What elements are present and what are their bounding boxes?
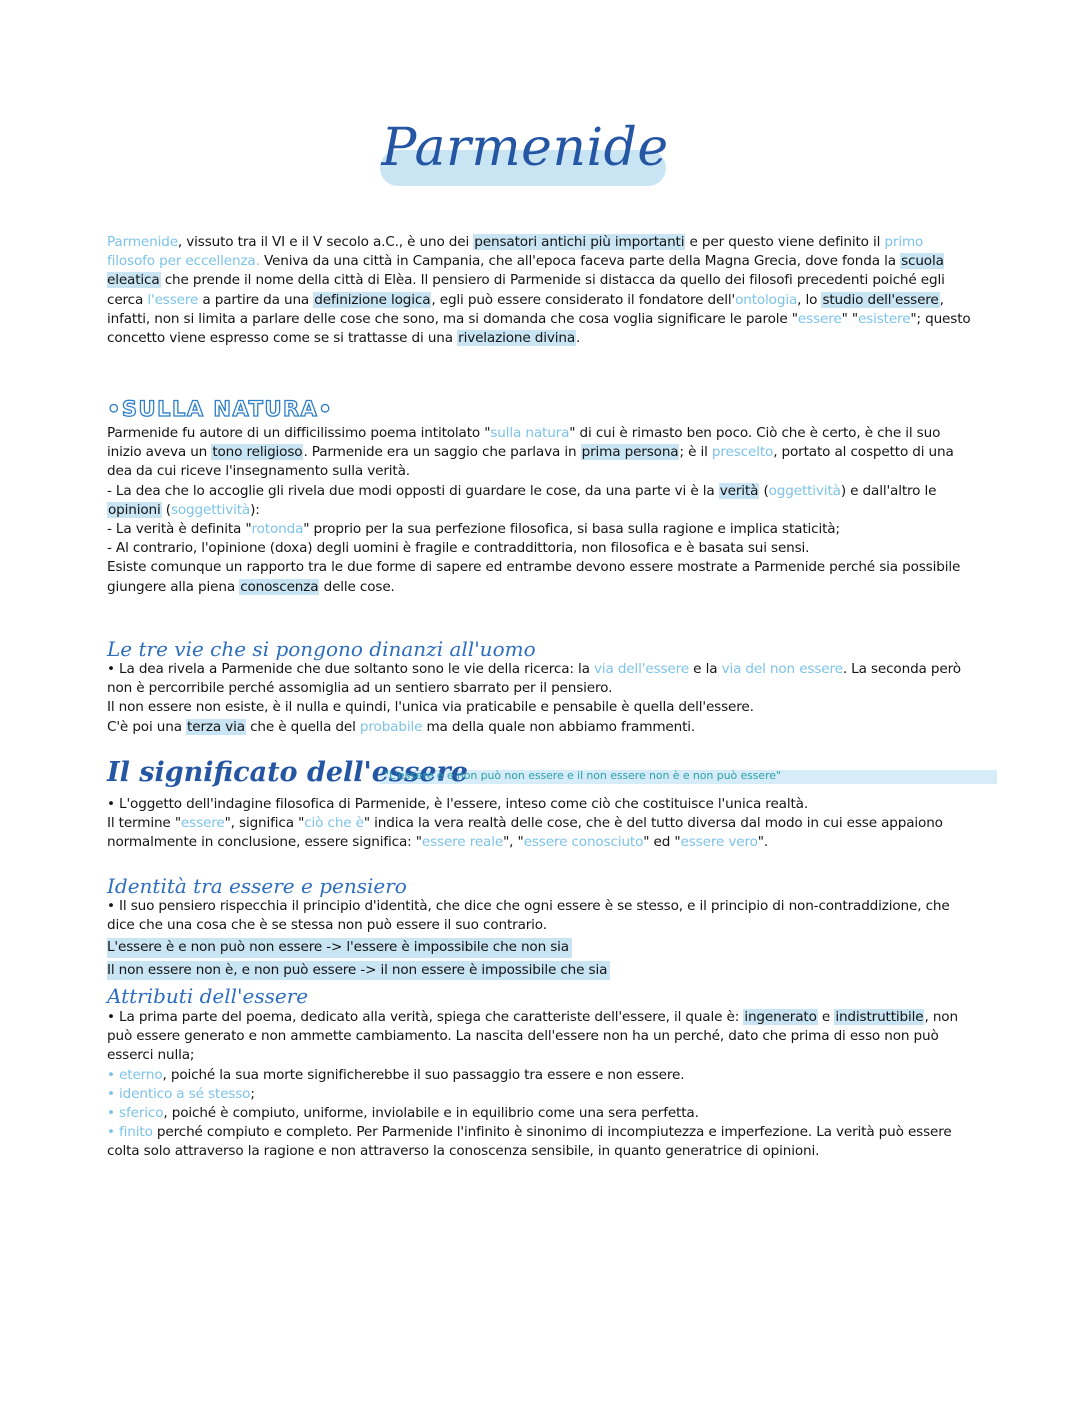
highlighted-term: prima persona <box>581 444 679 461</box>
blue-term: sferico <box>119 1105 164 1122</box>
text-run: , egli può essere considerato il fondatore dell' <box>431 291 736 308</box>
highlighted-term: indistruttibile <box>835 1009 924 1025</box>
text-run: Il non essere non esiste, è il nulla e quindi, l'unica via praticabile e pensabile è quella dell'essere. <box>107 699 754 716</box>
text-run: , non può essere generato e non ammette cambiamento. La nascita dell'essere non ha un perché, dato che prima di esso non può esserci nulla; <box>107 1009 958 1064</box>
blue-term: l'essere <box>147 291 199 308</box>
subheading-attributi: Attributi dell'essere <box>107 984 309 1008</box>
blue-term: ontologia <box>735 291 798 308</box>
blue-term: identico a sé stesso <box>119 1085 251 1102</box>
text-run: , lo <box>797 291 822 308</box>
bullet-icon: • <box>107 1124 115 1141</box>
vie-paragraph <box>107 660 973 737</box>
blue-term: oggettività <box>768 482 841 499</box>
text-run: " ed " <box>643 834 681 851</box>
text-run: che è quella del <box>245 718 360 735</box>
text-run: " proprio per la sua perfezione filosofica, si basa sulla ragione e implica staticità; <box>303 521 840 538</box>
text-run: che prende il nome della città di Elèa. Il pensiero di Parmenide si distacca da quello dei filosofi precedenti poiché egli cerca <box>107 272 945 308</box>
highlighted-term: definizione logica <box>314 291 431 308</box>
bullet-icon: • <box>107 1105 115 1122</box>
text-run: . <box>576 330 581 347</box>
blue-term: via del non essere <box>721 661 843 677</box>
text-run: - La dea che lo accoglie gli rivela due modi opposti di guardare le cose, da una parte vi è la <box>107 482 719 499</box>
bullet-icon: • <box>107 1085 115 1102</box>
identita-text: • Il suo pensiero rispecchia il principio d'identità, che dice che ogni essere è se stesso, e il principio di non-contraddizione, che dice che una cosa che è se stessa non può essere il suo contrario. <box>107 898 950 934</box>
identita-line-1: L'essere è e non può non essere -> l'essere è impossibile che non sia <box>107 938 572 957</box>
highlighted-term: studio dell'essere <box>822 291 939 308</box>
text-run: delle cose. <box>319 578 395 595</box>
title-block <box>380 118 670 198</box>
text-run: Esiste comunque un rapporto tra le due forme di sapere ed entrambe devono essere mostrate a Parmenide perché sia possibile giungere alla piena <box>107 559 961 595</box>
highlighted-term: pensatori antichi più importanti <box>474 234 685 250</box>
text-run: "; questo concetto viene espresso come se si trattasse di una <box>107 310 971 347</box>
blue-term: essere <box>180 815 225 832</box>
text-run: ): <box>250 501 260 518</box>
subheading-identita: Identità tra essere e pensiero <box>107 874 407 898</box>
text-run: • L'oggetto dell'indagine filosofica di Parmenide, è l'essere, inteso come ciò che costituisce l'unica realtà. <box>107 796 808 812</box>
highlighted-term: verità <box>719 482 759 499</box>
text-run: , infatti, non si limita a parlare delle cose che sono, ma si domanda che cosa voglia significare le parole " <box>107 291 944 327</box>
text-run: " " <box>841 310 858 327</box>
identita-line-2: Il non essere non è, e non può essere -> il non essere è impossibile che sia <box>107 961 610 980</box>
blue-term: eterno <box>119 1066 163 1083</box>
text-run: , poiché la sua morte significherebbe il suo passaggio tra essere e non essere. <box>162 1066 685 1083</box>
text-run: - La verità è definita " <box>107 521 252 538</box>
highlighted-term: tono religioso <box>212 444 303 461</box>
identita-paragraph <box>107 897 973 980</box>
text-run: Veniva da una città in Campania, che all'epoca faceva parte della Magna Grecia, dove fonda la <box>259 253 901 270</box>
text-run: ( <box>759 482 769 499</box>
blue-term: via dell'essere <box>593 661 690 677</box>
blue-term: essere reale <box>421 834 504 851</box>
significato-paragraph <box>107 795 973 853</box>
blue-term: prescelto <box>711 444 774 461</box>
text-run: Il termine " <box>107 815 181 832</box>
blue-term: rotonda <box>251 521 304 538</box>
blue-term: finito <box>119 1124 153 1141</box>
section-heading-significato: Il significato dell'essere <box>107 757 468 788</box>
text-run: ; è il <box>679 444 712 461</box>
highlighted-term: ingenerato <box>744 1009 817 1025</box>
text-run: • La dea rivela a Parmenide che due soltanto sono le vie della ricerca: la <box>107 661 594 677</box>
blue-term: essere <box>797 310 842 327</box>
highlighted-term: rivelazione divina <box>458 330 576 347</box>
text-run: e la <box>689 661 722 677</box>
highlighted-term: terza via <box>187 718 245 735</box>
blue-term: essere conosciuto <box>523 834 644 851</box>
text-run: • La prima parte del poema, dedicato alla verità, spiega che caratteriste dell'essere, il quale è: <box>107 1009 744 1025</box>
text-run: , poiché è compiuto, uniforme, inviolabile e in equilibrio come una sera perfetta. <box>163 1105 699 1122</box>
section-heading-sulla-natura: •SULLA NATURA• <box>107 397 334 421</box>
text-run: e <box>817 1009 835 1025</box>
bullet-icon: • <box>107 1066 115 1083</box>
text-run: a partire da una <box>198 291 314 308</box>
text-run: ma della quale non abbiamo frammenti. <box>422 718 696 735</box>
blue-term: essere vero <box>680 834 758 851</box>
text-run: ", " <box>503 834 524 851</box>
text-run: - Al contrario, l'opinione (doxa) degli uomini è fragile e contraddittoria, non filosofica e è basata sui sensi. <box>107 540 810 557</box>
page-title: Parmenide <box>381 118 669 178</box>
text-run: . Parmenide era un saggio che parlava in <box>303 444 581 461</box>
text-run: . La seconda però non è percorribile perché assomiglia ad un sentiero sbarrato per il pensiero. <box>107 661 961 697</box>
text-run: " di cui è rimasto ben poco. Ciò che è certo, è che il suo inizio aveva un <box>107 425 941 461</box>
text-run: perché compiuto e completo. Per Parmenide l'infinito è sinonimo di incompiutezza e imperfezione. La verità può essere colta solo attraverso la ragione e non attraverso la conoscenza sensibile, in quanto generatrice di opinioni. <box>107 1124 952 1160</box>
blue-term: probabile <box>359 718 423 735</box>
attributi-paragraph <box>107 1008 973 1162</box>
text-run: " indica la vera realtà delle cose, che è del tutto diversa dal modo in cui esse appaiono normalmente in conclusione, essere significa: " <box>107 815 943 851</box>
blue-term: Parmenide <box>107 234 178 250</box>
text-run: ( <box>161 501 171 518</box>
text-run: ". <box>757 834 769 851</box>
highlighted-term: scuola eleatica <box>107 253 944 289</box>
text-run: C'è poi una <box>107 718 187 735</box>
blue-term: esistere <box>857 310 911 327</box>
text-run: , portato al cospetto di una dea da cui riceve l'insegnamento sulla verità. <box>107 444 954 480</box>
text-run: e per questo viene definito il <box>685 234 885 250</box>
highlighted-term: conoscenza <box>240 578 319 595</box>
significato-quote: "L'essere è e non può non essere e il non essere non è e non può essere" <box>384 769 781 782</box>
subheading-tre-vie: Le tre vie che si pongono dinanzi all'uomo <box>107 637 536 661</box>
text-run: ) e dall'altro le <box>840 482 937 499</box>
intro-paragraph <box>107 233 973 348</box>
text-run: ", significa " <box>224 815 305 832</box>
text-run: , vissuto tra il VI e il V secolo a.C., è uno dei <box>177 234 474 250</box>
natura-paragraph <box>107 424 973 597</box>
blue-term: soggettività <box>170 501 251 518</box>
text-run: ; <box>250 1085 255 1102</box>
blue-term: primo filosofo per eccellenza. <box>107 234 924 270</box>
highlighted-term: opinioni <box>108 501 161 518</box>
text-run: Parmenide fu autore di un difficilissimo poema intitolato " <box>107 425 491 441</box>
blue-term: ciò che è <box>304 815 364 832</box>
blue-term: sulla natura <box>490 425 570 441</box>
